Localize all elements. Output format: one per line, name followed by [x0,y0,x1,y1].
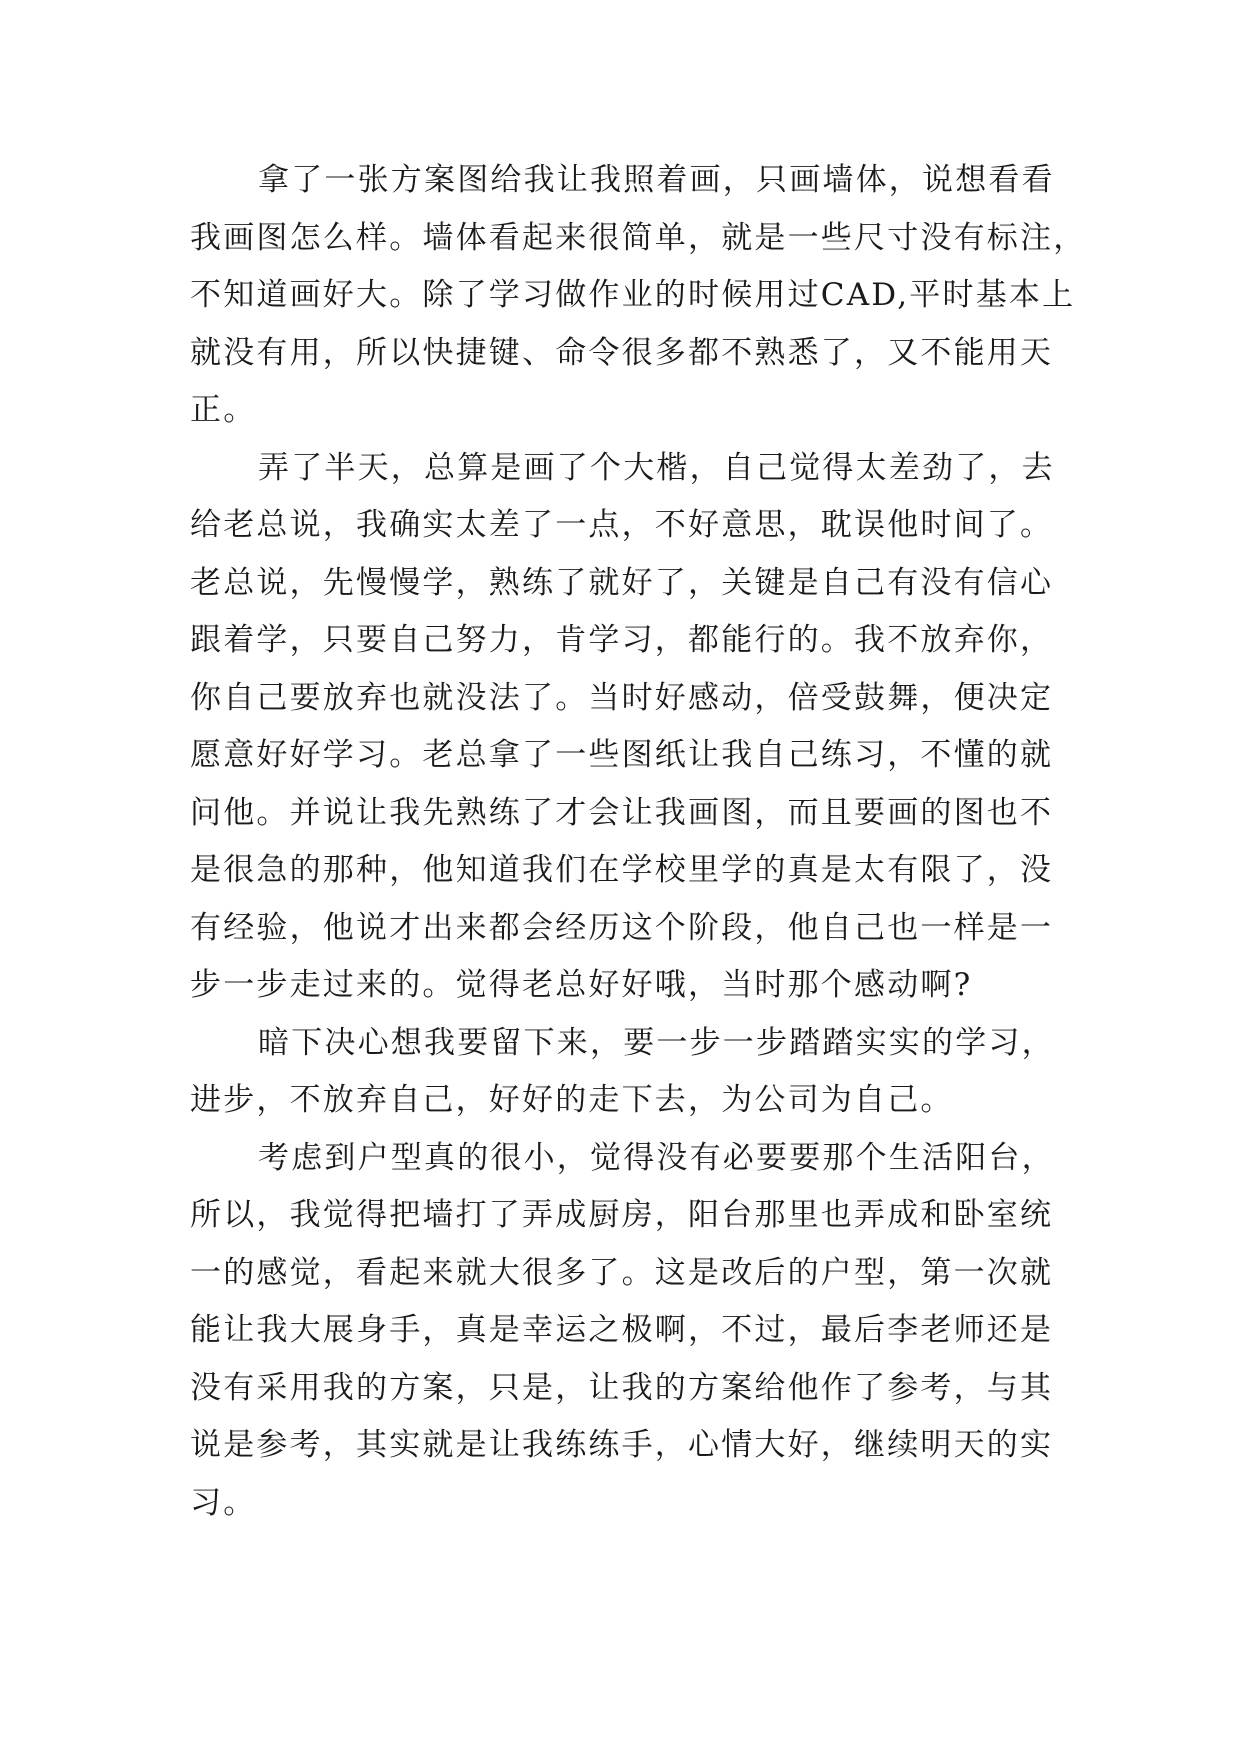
paragraph-line: 就没有用，所以快捷键、命令很多都不熟悉了，又不能用天 [190,334,1054,371]
paragraph-line: 你自己要放弃也就没法了。当时好感动，倍受鼓舞，便决定 [190,679,1054,716]
paragraph-1 [190,152,1087,440]
paragraph-line: 一的感觉，看起来就大很多了。这是改后的户型，第一次就 [190,1254,1054,1291]
paragraph-line: 愿意好好学习。老总拿了一些图纸让我自己练习，不懂的就 [190,737,1054,773]
paragraph-line: 有经验，他说才出来都会经历这个阶段，他自己也一样是一 [190,909,1054,946]
paragraph-line: 考虑到户型真的很小，觉得没有必要要那个生活阳台， [258,1139,1055,1176]
paragraph-line: 不知道画好大。除了学习做作业的时候用过CAD,平时基本上 [190,277,1076,313]
paragraph-4 [190,1130,1070,1533]
paragraph-line: 给老总说，我确实太差了一点，不好意思，耽误他时间了。 [190,507,1054,543]
document-body [190,152,1087,1532]
paragraph-line: 是很急的那种，他知道我们在学校里学的真是太有限了，没 [190,852,1054,888]
paragraph-line: 步一步走过来的。觉得老总好好哦，当时那个感动啊? [190,967,973,1003]
paragraph-line: 拿了一张方案图给我让我照着画，只画墙体，说想看看 [258,162,1055,198]
paragraph-line: 我画图怎么样。墙体看起来很简单，就是一些尺寸没有标注， [190,219,1087,256]
paragraph-line: 老总说，先慢慢学，熟练了就好了，关键是自己有没有信心 [190,564,1054,601]
paragraph-line: 习。 [190,1484,257,1521]
paragraph-3 [190,1015,1070,1130]
paragraph-line: 说是参考，其实就是让我练练手，心情大好，继续明天的实 [190,1427,1054,1463]
paragraph-line: 弄了半天，总算是画了个大楷，自己觉得太差劲了，去 [258,449,1055,486]
paragraph-line: 所以，我觉得把墙打了弄成厨房，阳台那里也弄成和卧室统 [190,1197,1054,1233]
paragraph-line: 正。 [190,392,257,428]
paragraph-line: 能让我大展身手，真是幸运之极啊，不过，最后李老师还是 [190,1312,1054,1348]
paragraph-line: 暗下决心想我要留下来，要一步一步踏踏实实的学习， [258,1024,1055,1061]
paragraph-2 [190,440,1070,1015]
paragraph-line: 没有采用我的方案，只是，让我的方案给他作了参考，与其 [190,1369,1054,1406]
paragraph-line: 跟着学，只要自己努力，肯学习，都能行的。我不放弃你， [190,622,1054,658]
paragraph-line: 进步，不放弃自己，好好的走下去，为公司为自己。 [190,1082,954,1118]
paragraph-line: 问他。并说让我先熟练了才会让我画图，而且要画的图也不 [190,794,1054,831]
